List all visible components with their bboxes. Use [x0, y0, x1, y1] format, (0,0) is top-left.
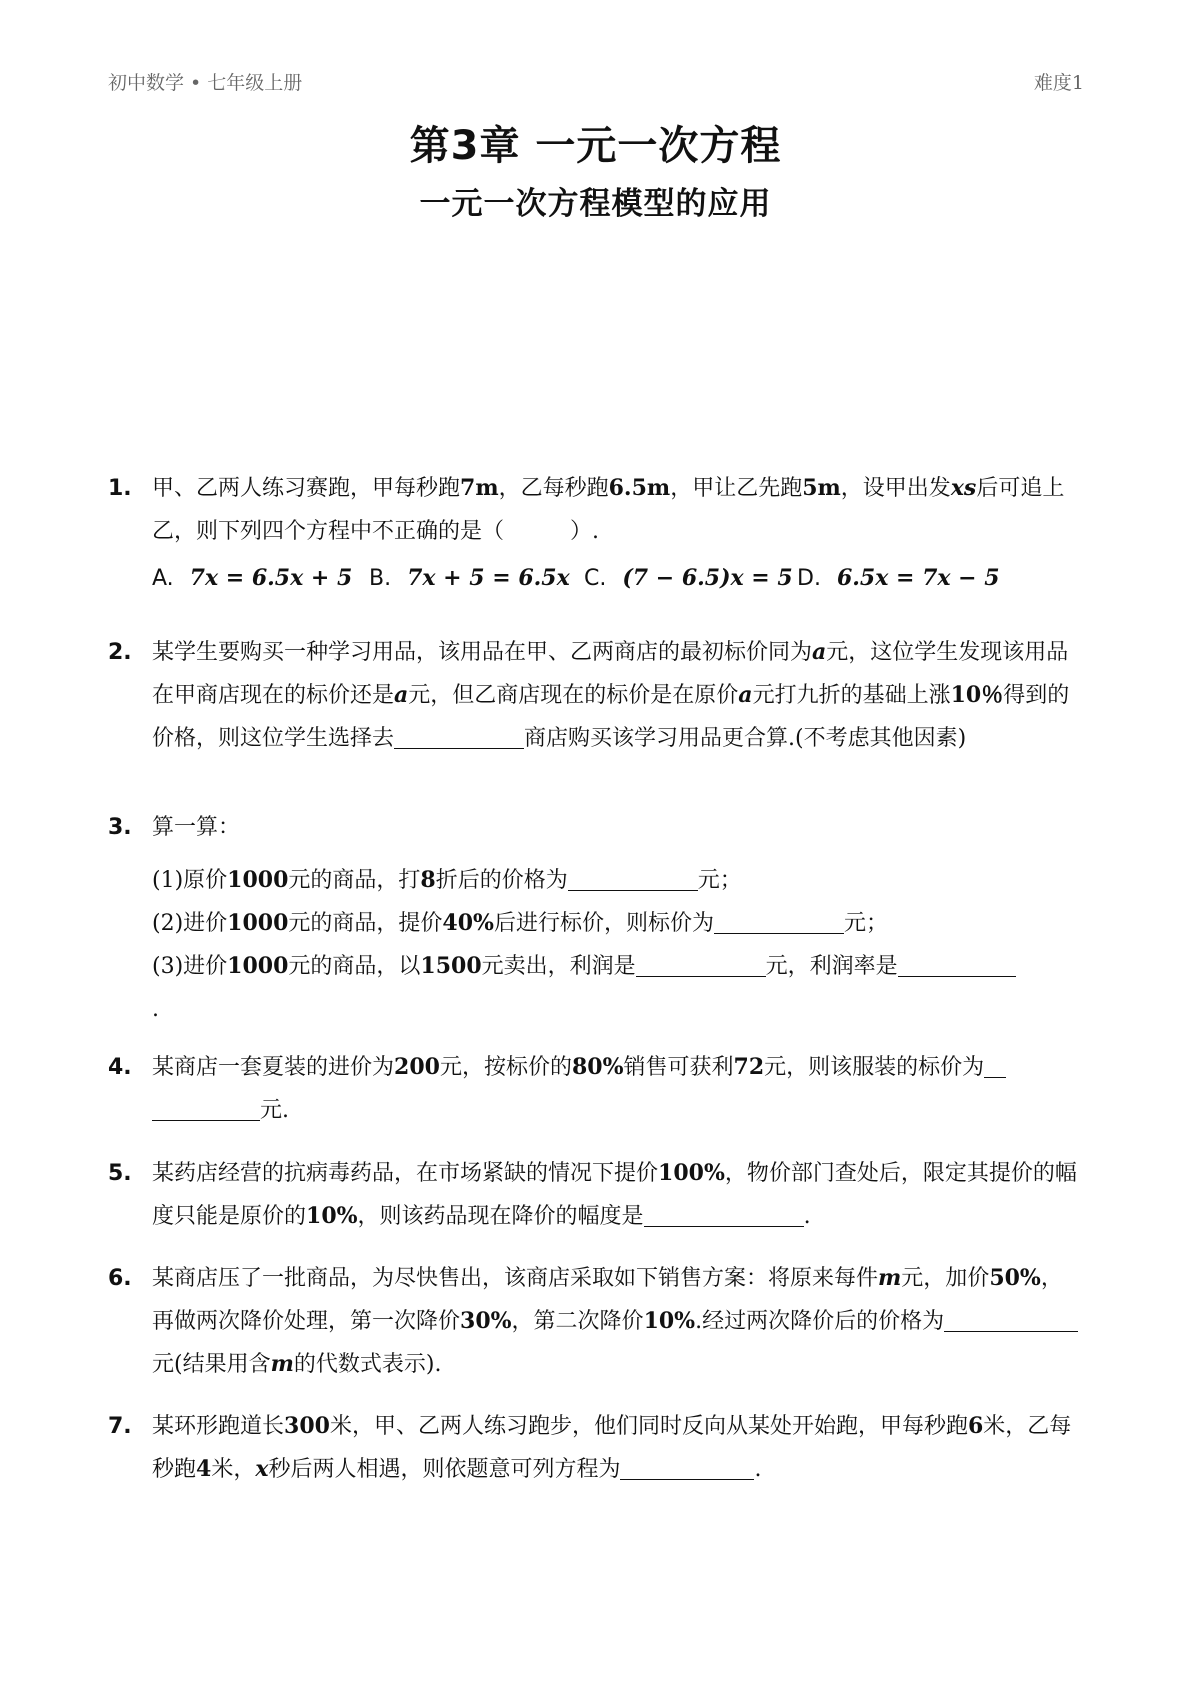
question-1	[108, 467, 1083, 591]
answer-blank[interactable]	[568, 868, 698, 891]
chapter-title: 第3章 一元一次方程	[409, 123, 782, 169]
question-7	[108, 1405, 1083, 1491]
answer-blank-continued[interactable]	[152, 1098, 260, 1121]
question-text: 甲、乙两人练习赛跑，甲每秒跑7m，乙每秒跑6.5m，甲让乙先跑5m，设甲出发xs后可追上乙，则下列四个方程中不正确的是（ ）.	[152, 475, 1065, 544]
header-difficulty: 难度1	[1033, 72, 1084, 94]
answer-blank[interactable]	[394, 726, 524, 749]
question-text: 某环形跑道长300米，甲、乙两人练习跑步，他们同时反向从某处开始跑，甲每秒跑6米，乙每秒跑4米，x秒后两人相遇，则依题意可列方程为 .	[152, 1413, 1072, 1482]
question-3	[108, 806, 1083, 1031]
sub-question-3: (3)进价1000元的商品，以1500元卖出，利润是 元，利润率是 .	[152, 945, 1083, 1031]
answer-blank[interactable]	[620, 1457, 754, 1480]
answer-blank[interactable]	[898, 954, 1016, 977]
answer-blank[interactable]	[714, 911, 844, 934]
question-number: 4.	[108, 1055, 132, 1080]
sub-question-1: (1)原价1000元的商品，打8折后的价格为 元；	[152, 867, 742, 893]
question-number: 1.	[108, 476, 132, 501]
option-b[interactable]: B. 7x + 5 = 6.5x	[369, 565, 570, 591]
question-text: 某药店经营的抗病毒药品，在市场紧缺的情况下提价100%，物价部门查处后，限定其提价的幅度只能是原价的10%，则该药品现在降价的幅度是 .	[152, 1160, 1077, 1229]
answer-blank[interactable]	[636, 954, 766, 977]
question-number: 6.	[108, 1266, 132, 1291]
sub-question-2: (2)进价1000元的商品，提价40%后进行标价，则标价为 元；	[152, 910, 888, 936]
answer-blank[interactable]	[644, 1204, 804, 1227]
question-6	[108, 1257, 1083, 1386]
question-4	[108, 1046, 1083, 1132]
question-number: 2.	[108, 640, 132, 665]
section-subtitle: 一元一次方程模型的应用	[419, 186, 772, 222]
question-text: 某学生要购买一种学习用品，该用品在甲、乙两商店的最初标价同为a元，这位学生发现该用品在甲商店现在的标价还是a元，但乙商店现在的标价是在原价a元打九折的基础上涨10％得到的价格，则这位学生选择去 商店购买该学习用品更合算.(不考虑其他因素)	[152, 639, 1070, 751]
question-number: 7.	[108, 1414, 132, 1439]
question-2	[108, 631, 1083, 760]
question-5	[108, 1152, 1083, 1238]
header-left: 初中数学 • 七年级上册	[108, 72, 303, 94]
question-number: 3.	[108, 815, 132, 840]
question-text: 某商店压了一批商品，为尽快售出，该商店采取如下销售方案：将原来每件m元，加价50%，再做两次降价处理，第一次降价30%，第二次降价10%.经过两次降价后的价格为元(结果用含m的代数式表示).	[152, 1257, 1083, 1386]
option-c[interactable]: C. (7 − 6.5)x = 5	[584, 565, 793, 591]
answer-blank[interactable]	[984, 1055, 1006, 1078]
question-text	[152, 806, 1083, 1031]
question-number: 5.	[108, 1161, 132, 1186]
answer-blank[interactable]	[944, 1309, 1078, 1332]
question-intro: 算一算：	[152, 815, 241, 840]
answer-options	[152, 565, 1083, 591]
question-text: 某商店一套夏装的进价为200元，按标价的80%销售可获利72元，则该服装的标价为 元.	[152, 1046, 1083, 1132]
option-a[interactable]: A. 7x = 6.5x + 5	[152, 565, 353, 591]
option-d[interactable]: D. 6.5x = 7x − 5	[797, 565, 1000, 591]
